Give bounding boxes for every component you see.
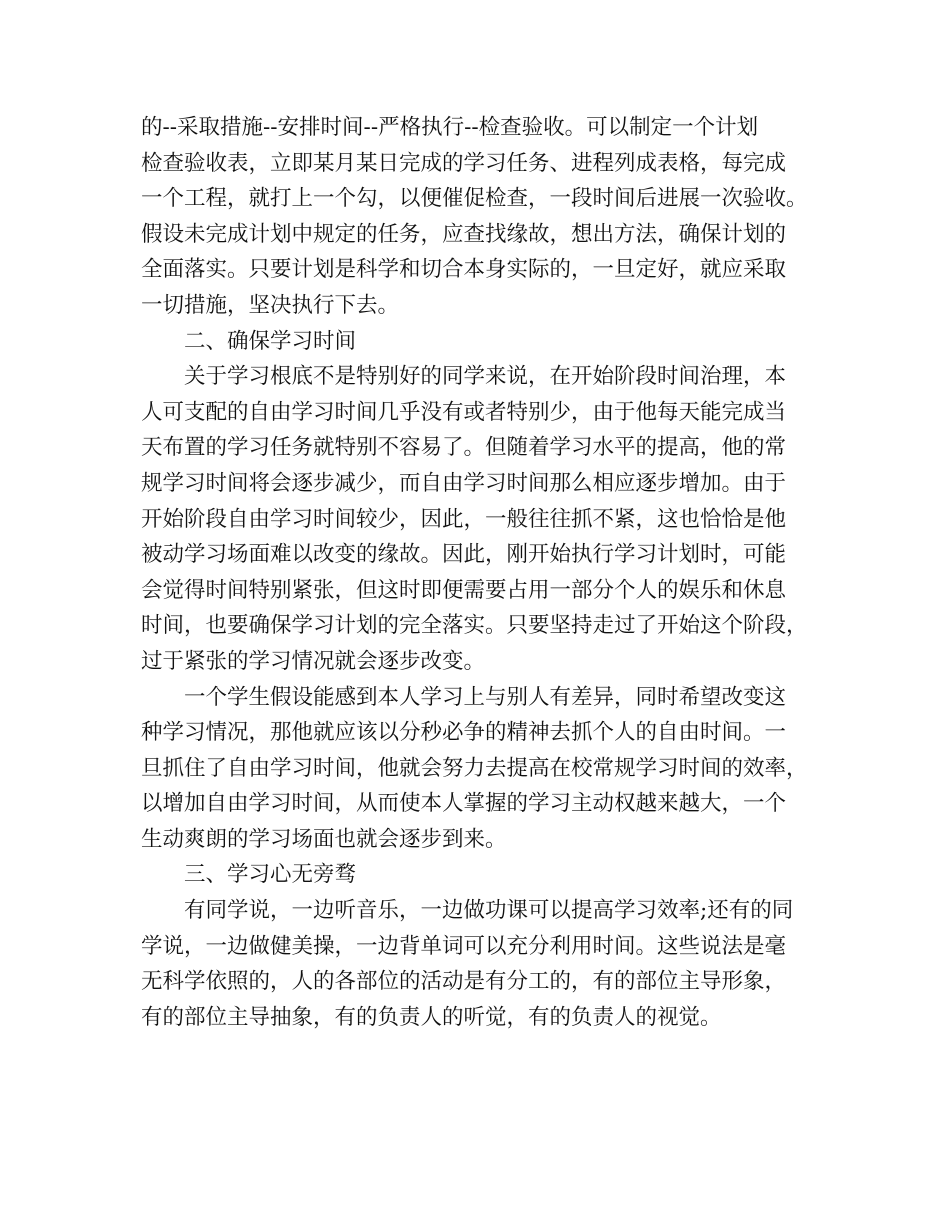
text-line: 会觉得时间特别紧张，但这时即便需要占用一部分个人的娱乐和休息 [141, 577, 787, 603]
text-line: 开始阶段自由学习时间较少，因此，一般往往抓不紧，这也恰恰是他 [141, 506, 787, 532]
text-line: 无科学依照的，人的各部位的活动是有分工的，有的部位主导形象， [141, 969, 787, 995]
paragraph-start: 一个学生假设能感到本人学习上与别人有差异，同时希望改变这 [184, 684, 787, 710]
text-line: 一切措施，坚决执行下去。 [141, 292, 400, 318]
text-line: 规学习时间将会逐步减少，而自由学习时间那么相应逐步增加。由于 [141, 470, 787, 496]
text-line: 以增加自由学习时间，从而使本人掌握的学习主动权越来越大，一个 [141, 791, 787, 817]
text-line: 全面落实。只要计划是科学和切合本身实际的，一旦定好，就应采取 [141, 257, 787, 283]
paragraph-start: 关于学习根底不是特别好的同学来说，在开始阶段时间治理，本 [184, 364, 787, 390]
text-line: 假设未完成计划中规定的任务，应查找缘故，想出方法，确保计划的 [141, 221, 787, 247]
document-body [141, 110, 831, 1035]
text-line: 有的部位主导抽象，有的负责人的听觉，有的负责人的视觉。 [141, 1004, 722, 1030]
text-line: 生动爽朗的学习场面也就会逐步到来。 [141, 826, 507, 852]
text-line: 检查验收表，立即某月某日完成的学习任务、进程列成表格，每完成 [141, 150, 787, 176]
section-heading: 二、确保学习时间 [184, 328, 357, 354]
text-line: 的--采取措施--安排时间--严格执行--检查验收。可以制定一个计划 [141, 115, 759, 140]
text-line: 旦抓住了自由学习时间，他就会努力去提高在校常规学习时间的效率， [141, 755, 808, 781]
text-line: 一个工程，就打上一个勾，以便催促检查，一段时间后进展一次验收。 [141, 186, 808, 212]
text-line: 被动学习场面难以改变的缘故。因此，刚开始执行学习计划时，可能 [141, 542, 787, 568]
text-line: 过于紧张的学习情况就会逐步改变。 [141, 648, 486, 674]
text-line: 天布置的学习任务就特别不容易了。但随着学习水平的提高，他的常 [141, 435, 787, 461]
text-line: 学说，一边做健美操，一边背单词可以充分利用时间。这些说法是毫 [141, 933, 787, 959]
section-heading: 三、学习心无旁骛 [184, 862, 357, 888]
text-line: 人可支配的自由学习时间几乎没有或者特别少，由于他每天能完成当 [141, 399, 787, 425]
paragraph-start: 有同学说，一边听音乐，一边做功课可以提高学习效率;还有的同 [184, 898, 794, 924]
text-line: 时间，也要确保学习计划的完全落实。只要坚持走过了开始这个阶段， [141, 613, 808, 639]
text-line: 种学习情况，那他就应该以分秒必争的精神去抓个人的自由时间。一 [141, 720, 787, 746]
